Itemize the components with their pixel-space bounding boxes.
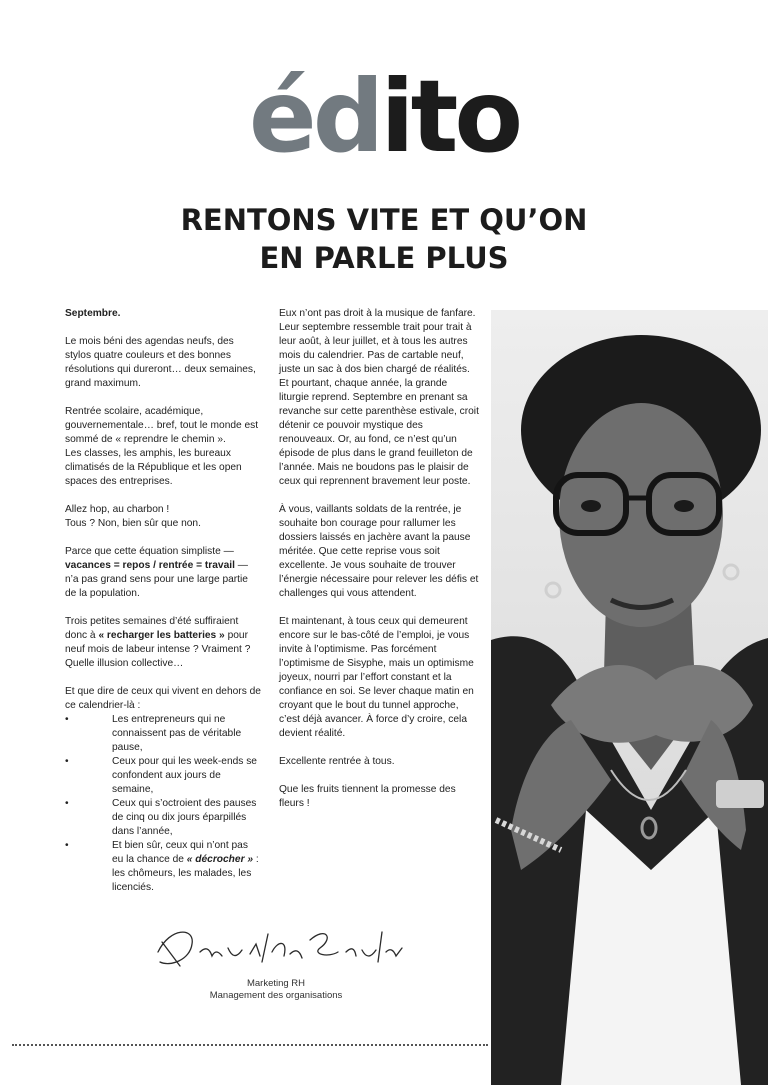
- list-item-text: [112, 839, 261, 895]
- bold-italic-phrase: « décrocher »: [186, 854, 254, 865]
- list-item: [65, 797, 261, 839]
- bullet-icon: •: [65, 756, 69, 767]
- list-item: [65, 713, 261, 755]
- author-portrait-photo: [491, 310, 768, 1085]
- list-item-text-part: : les chômeurs, les malades, les licenciés.: [112, 854, 259, 893]
- bullet-icon: •: [65, 840, 69, 851]
- dotted-divider: [12, 1044, 488, 1046]
- paragraph: [65, 405, 261, 489]
- paragraph: Excellente rentrée à tous.: [279, 756, 395, 767]
- portrait-illustration: [491, 310, 768, 1085]
- headline-line-1: RENTONS VITE ET QU’ON: [180, 203, 588, 237]
- author-role-line-2: Management des organisations: [209, 990, 343, 1001]
- edito-logo: [0, 58, 768, 175]
- paragraph: Que les fruits tiennent la promesse des fleurs !: [279, 784, 456, 809]
- list-item-text: Ceux pour qui les week-ends se confondent aux jours de semaine,: [112, 756, 257, 795]
- paragraph: À vous, vaillants soldats de la rentrée, je souhaite bon courage pour rallumer les dossiers laissés en jachère avant la pause méritée. Que cette reprise vous soit excellente. Je vous souhaite de trouver l’énergie nécessaire pour relever les défis et challenges qui vous attendent.: [279, 504, 479, 599]
- paragraph: [65, 685, 261, 895]
- list-item-text: Les entrepreneurs qui ne connaissent pas de véritable pause,: [112, 714, 242, 753]
- bullet-icon: •: [65, 714, 69, 725]
- paragraph: Et maintenant, à tous ceux qui demeurent encore sur le bas-côté de l’emploi, je vous invite à l’optimisme. Pas forcément l’optimisme de Sisyphe, mais un optimisme joyeux, nourri par l’effort constant et la confiance en soi. Se lever chaque matin en croyant que le bout du tunnel approche, c’est déjà avancer. À force d’y croire, cela devient réalité.: [279, 616, 474, 739]
- author-role-line-1: Marketing RH: [246, 978, 306, 989]
- list-item-text-part: Et bien sûr, ceux qui n’ont pas eu la chance de: [112, 840, 248, 865]
- paragraph-text: Parce que cette équation simpliste —: [65, 546, 234, 557]
- paragraph: [65, 503, 261, 531]
- paragraph-intro: Septembre.: [65, 308, 121, 319]
- paragraph-line: Rentrée scolaire, académique, gouvernementale… bref, tout le monde est sommé de « reprendre le chemin ».: [65, 406, 259, 445]
- list-item: [65, 839, 261, 895]
- paragraph: Eux n’ont pas droit à la musique de fanfare. Leur septembre ressemble trait pour trait à leur août, à leur juillet, et à tous les autres mois du calendrier. Pas de cartable neuf, juste un sac à dos bien chargé de réalités. Et pourtant, chaque année, la grande liturgie reprend. Septembre en prenant sa revanche sur cette parenthèse estivale, croit détenir ce pouvoir mystique des renouveaux. Or, au fond, ce n’est qu’un épisode de plus dans le grand feuilleton de l’année. Mais ne boudons pas le plaisir de ceux qui reprennent bravement leur poste.: [279, 308, 479, 487]
- handwritten-signature: [150, 922, 410, 974]
- logo-part-dark: ito: [380, 58, 520, 175]
- article-column-right: [279, 307, 479, 825]
- list-item: [65, 755, 261, 797]
- bold-equation: vacances = repos / rentrée = travail: [65, 560, 235, 571]
- paragraph: [65, 545, 261, 601]
- signature: [150, 922, 410, 974]
- article-column-left: [65, 307, 261, 895]
- list-intro: Et que dire de ceux qui vivent en dehors de ce calendrier-là :: [65, 686, 261, 711]
- paragraph: [65, 615, 261, 671]
- paragraph-line: Les classes, les amphis, les bureaux climatisés de la République et les open spaces des entreprises.: [65, 448, 242, 487]
- headline-line-2: EN PARLE PLUS: [259, 241, 509, 275]
- list-item-text: Ceux qui s’octroient des pauses de cinq ou dix jours éparpillés dans l’année,: [112, 798, 257, 837]
- logo-part-gray: éd: [248, 58, 381, 175]
- paragraph: Le mois béni des agendas neufs, des stylos quatre couleurs et des bonnes résolutions qui dureront… deux semaines, grand maximum.: [65, 336, 256, 389]
- paragraph-text: Trois petites semaines d’été suffiraient donc à: [65, 616, 239, 641]
- paragraph-line: Tous ? Non, bien sûr que non.: [65, 518, 201, 529]
- paragraph-text: pour neuf mois de labeur intense ? Vraiment ? Quelle illusion collective…: [65, 630, 251, 669]
- bold-phrase: « recharger les batteries »: [98, 630, 225, 641]
- bullet-icon: •: [65, 798, 69, 809]
- paragraph-line: Allez hop, au charbon !: [65, 504, 170, 515]
- paragraph-text: — n’a pas grand sens pour une large partie de la population.: [65, 560, 248, 599]
